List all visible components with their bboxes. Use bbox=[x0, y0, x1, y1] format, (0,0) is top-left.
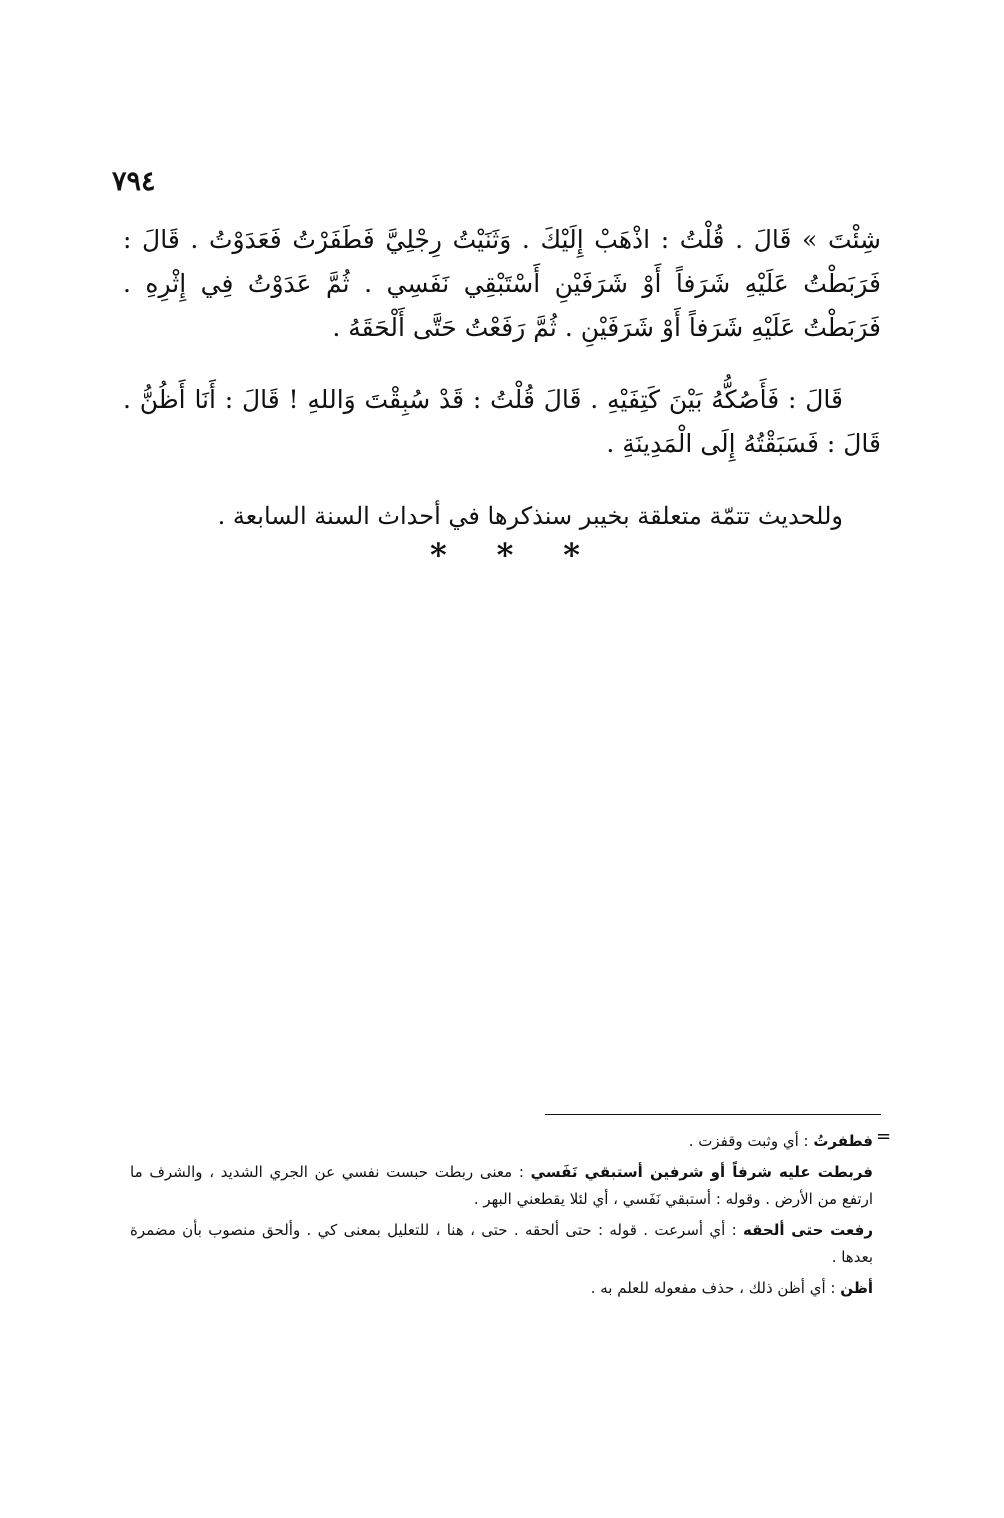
footnote-term: رفعت حتى ألحقه bbox=[743, 1221, 873, 1239]
footnotes bbox=[130, 1128, 873, 1306]
footnote-4 bbox=[130, 1275, 873, 1302]
footnote-term: أظن bbox=[840, 1279, 873, 1297]
closing-note: وللحديث تتمّة متعلقة بخيبر سنذكرها في أحداث السنة السابعة . bbox=[217, 502, 843, 530]
footnote-marker: = bbox=[876, 1126, 892, 1147]
footnote-separator bbox=[545, 1114, 881, 1115]
footnote-text: : أي أظن ذلك ، حذف مفعوله للعلم به . bbox=[590, 1279, 841, 1297]
main-text bbox=[123, 218, 881, 544]
star-glyph: * bbox=[496, 536, 514, 574]
paragraph-1: شِئْتَ » قَالَ . قُلْتُ : اذْهَبْ إِلَيْكَ . وَثَنَيْتُ رِجْلِيَّ فَطَفَرْتُ فَعَدَوْتُ . قَالَ : فَرَبَطْتُ عَلَيْهِ شَرَفاً أَوْ شَرَفَيْنِ أَسْتَبْقِي نَفَسِي . ثُمَّ عَدَوْتُ فِي إِثْرِهِ . فَرَبَطْتُ عَلَيْهِ شَرَفاً أَوْ شَرَفَيْنِ . ثُمَّ رَفَعْتُ حَتَّى أَلْحَقَهُ . bbox=[123, 225, 881, 342]
footnote-term: فطفرتُ bbox=[813, 1132, 873, 1150]
star-glyph: * bbox=[430, 536, 447, 574]
footnote-1 bbox=[130, 1128, 873, 1155]
page-number: ٧٩٤ bbox=[112, 166, 156, 197]
footnote-text: : أي وثبت وقفزت . bbox=[688, 1132, 814, 1150]
section-divider-stars bbox=[430, 536, 580, 574]
star-glyph: * bbox=[563, 536, 580, 574]
footnote-2 bbox=[130, 1159, 873, 1213]
paragraph-2: قَالَ : فَأَصُكُّهُ بَيْنَ كَتِفَيْهِ . قَالَ قُلْتُ : قَدْ سُبِقْتَ وَاللهِ ! قَالَ : أَنَا أَظُنُّ . قَالَ : فَسَبَقْتُهُ إِلَى الْمَدِينَةِ . bbox=[123, 385, 881, 458]
footnote-text: : أي أسرعت . قوله : حتى ألحقه . حتى ، هنا ، للتعليل بمعنى كي . وألحق منصوب بأن مضمرة بعدها . bbox=[130, 1221, 873, 1266]
footnote-3 bbox=[130, 1217, 873, 1271]
footnote-text: : معنى ربطت حبست نفسي عن الجري الشديد ، والشرف ما ارتفع من الأرض . وقوله : أستبقي نَفَسي ، أي لئلا يقطعني البهر . bbox=[130, 1163, 873, 1208]
footnote-term: فربطت عليه شرفاً أو شرفين أستبقي نَفَسي bbox=[530, 1163, 874, 1181]
